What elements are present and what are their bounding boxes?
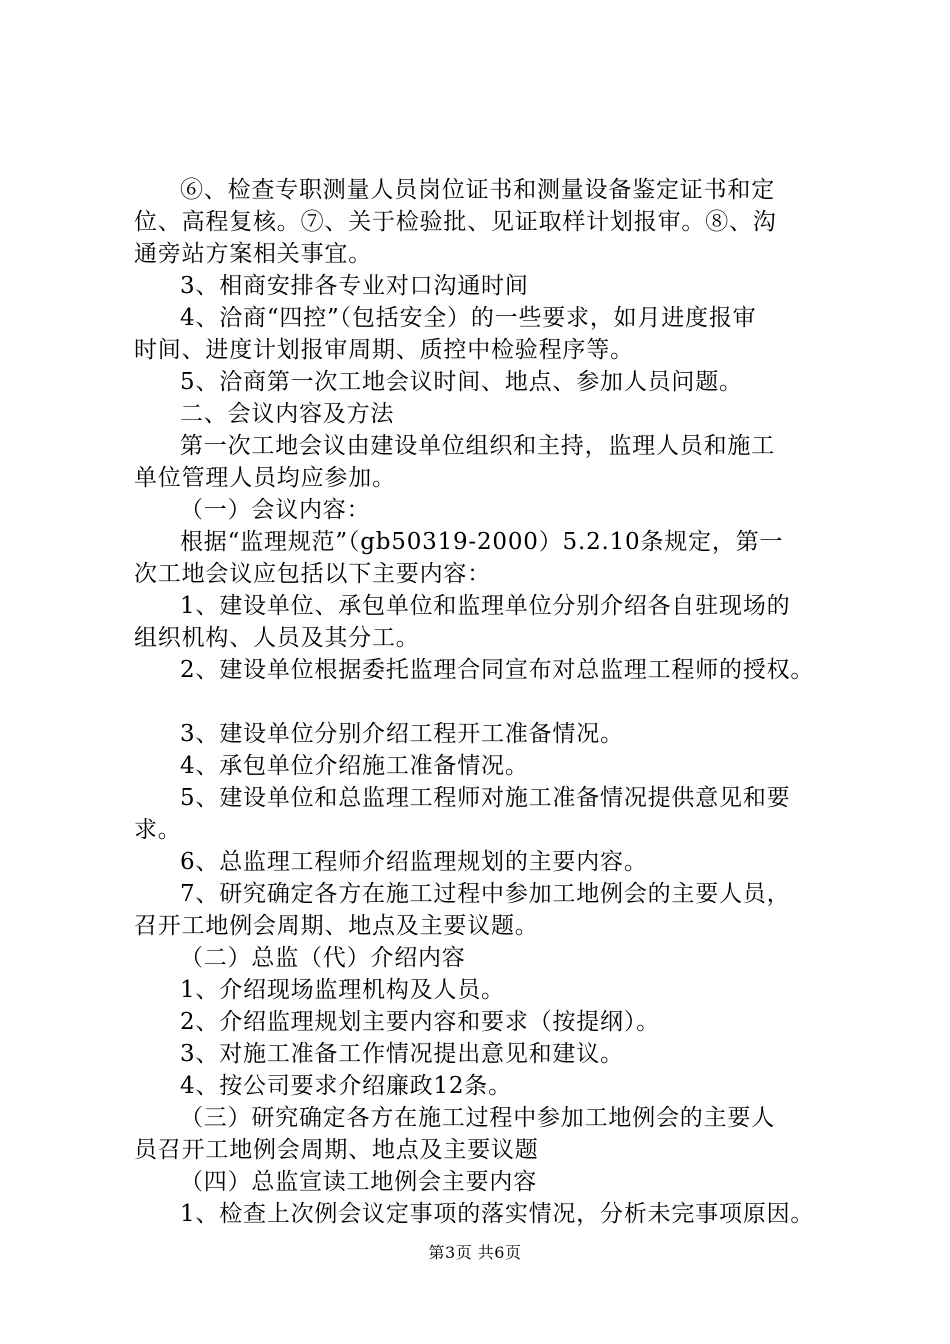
subsection-heading: （一）会议内容：: [180, 497, 371, 523]
paragraph-line: 根据“监理规范”（gb50319-2000）5.2.10条规定，第一: [180, 529, 784, 555]
paragraph-line: 位、高程复核。⑦、关于检验批、见证取样计划报审。⑧、沟: [134, 209, 777, 235]
paragraph-line: 3、建设单位分别介绍工程开工准备情况。: [180, 721, 624, 747]
paragraph-line: 4、洽商“四控”（包括安全）的一些要求，如月进度报审: [180, 305, 757, 331]
paragraph-line: 召开工地例会周期、地点及主要议题。: [134, 913, 539, 939]
paragraph-line: 1、介绍现场监理机构及人员。: [180, 977, 505, 1003]
paragraph-line: 4、按公司要求介绍廉政12条。: [180, 1073, 512, 1099]
blank-line: [134, 686, 846, 718]
subsection-heading: （二）总监（代）介绍内容: [180, 945, 466, 971]
paragraph-line: 5、洽商第一次工地会议时间、地点、参加人员问题。: [180, 369, 743, 395]
paragraph-line: 第一次工地会议由建设单位组织和主持，监理人员和施工: [180, 433, 775, 459]
paragraph-line: 5、建设单位和总监理工程师对施工准备情况提供意见和要: [180, 785, 791, 811]
subsection-heading: （三）研究确定各方在施工过程中参加工地例会的主要人: [180, 1105, 775, 1131]
subsection-heading: （四）总监宣读工地例会主要内容: [180, 1169, 537, 1195]
paragraph-line: 7、研究确定各方在施工过程中参加工地例会的主要人员，: [180, 881, 791, 907]
paragraph-line: 次工地会议应包括以下主要内容：: [134, 561, 491, 587]
paragraph-line: 6、总监理工程师介绍监理规划的主要内容。: [180, 849, 648, 875]
paragraph-line: 3、相商安排各专业对口沟通时间: [180, 273, 529, 299]
paragraph-line: 1、检查上次例会议定事项的落实情况，分析未完事项原因。: [180, 1201, 815, 1227]
paragraph-line: 4、承包单位介绍施工准备情况。: [180, 753, 529, 779]
paragraph-line: 通旁站方案相关事宜。: [134, 241, 372, 267]
page-number-footer: 第3页 共6页: [428, 1243, 522, 1262]
paragraph-line: 3、对施工准备工作情况提出意见和建议。: [180, 1041, 624, 1067]
paragraph-line: 2、建设单位根据委托监理合同宣布对总监理工程师的授权。: [180, 657, 815, 683]
paragraph-line: 单位管理人员均应参加。: [134, 465, 396, 491]
paragraph-line: 1、建设单位、承包单位和监理单位分别介绍各自驻现场的: [180, 593, 791, 619]
paragraph-line: 2、介绍监理规划主要内容和要求（按提纲）。: [180, 1009, 660, 1035]
document-body: [134, 174, 846, 1230]
paragraph-line: 员召开工地例会周期、地点及主要议题: [134, 1137, 539, 1163]
paragraph-line: ⑥、检查专职测量人员岗位证书和测量设备鉴定证书和定: [180, 177, 775, 203]
paragraph-line: 组织机构、人员及其分工。: [134, 625, 420, 651]
section-heading: 二、会议内容及方法: [180, 401, 395, 427]
paragraph-line: 时间、进度计划报审周期、质控中检验程序等。: [134, 337, 634, 363]
paragraph-line: 求。: [134, 817, 182, 843]
